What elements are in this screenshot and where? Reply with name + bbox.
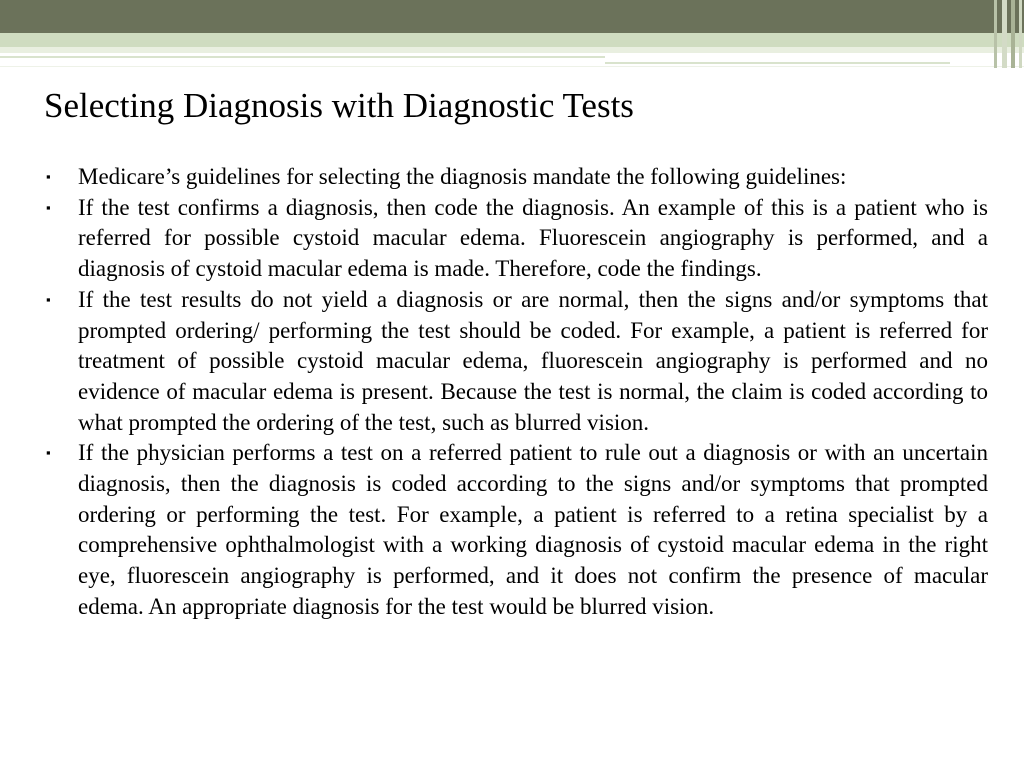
bullet-item xyxy=(46,438,988,622)
bullet-square-icon: ▪ xyxy=(46,445,51,461)
header-side-stripe xyxy=(1019,0,1022,68)
bullet-square-icon: ▪ xyxy=(46,291,51,307)
header-band-dark xyxy=(0,0,1024,33)
bullet-text: If the test confirms a diagnosis, then code the diagnosis. An example of this is a patient who is referred for possible cystoid macular edema. Fluorescein angiography is performed, and a diagnosis of cystoid macular edema is made. Therefore, code the findings. xyxy=(78,194,988,282)
header-side-stripe xyxy=(994,0,997,68)
bullet-list xyxy=(46,162,988,623)
header-side-stripe xyxy=(1011,0,1015,68)
bullet-item xyxy=(46,162,988,193)
header-line xyxy=(0,56,605,58)
bullet-item xyxy=(46,285,988,439)
header-band-light xyxy=(0,33,1024,47)
header-band-pale xyxy=(0,47,1024,53)
bullet-item xyxy=(46,193,988,285)
bullet-text: Medicare’s guidelines for selecting the diagnosis mandate the following guidelines: xyxy=(78,164,847,189)
header-line xyxy=(605,62,950,64)
bullet-text: If the physician performs a test on a referred patient to rule out a diagnosis or with an uncertain diagnosis, then the diagnosis is coded according to the signs and/or symptoms that prompted ordering or performing the test. For example, a patient is referred to a retina specialist by a comprehensive ophthalmologist with a working diagnosis of cystoid macular edema in the right eye, fluorescein angiography is performed, and it does not confirm the presence of macular edema. An appropriate diagnosis for the test would be blurred vision. xyxy=(78,440,988,619)
header-line xyxy=(0,66,1024,67)
bullet-square-icon: ▪ xyxy=(46,169,51,184)
header-side-stripe xyxy=(1002,0,1007,68)
bullet-text: If the test results do not yield a diagnosis or are normal, then the signs and/or symptoms that prompted ordering/ performing the test should be coded. For example, a patient is referred for treatment of possible cystoid macular edema, fluorescein angiography is performed and no evidence of macular edema is present. Because the test is normal, the claim is coded according to what prompted the ordering of the test, such as blurred vision. xyxy=(78,286,988,435)
bullet-square-icon: ▪ xyxy=(46,199,51,215)
slide-title: Selecting Diagnosis with Diagnostic Tests xyxy=(44,86,634,125)
